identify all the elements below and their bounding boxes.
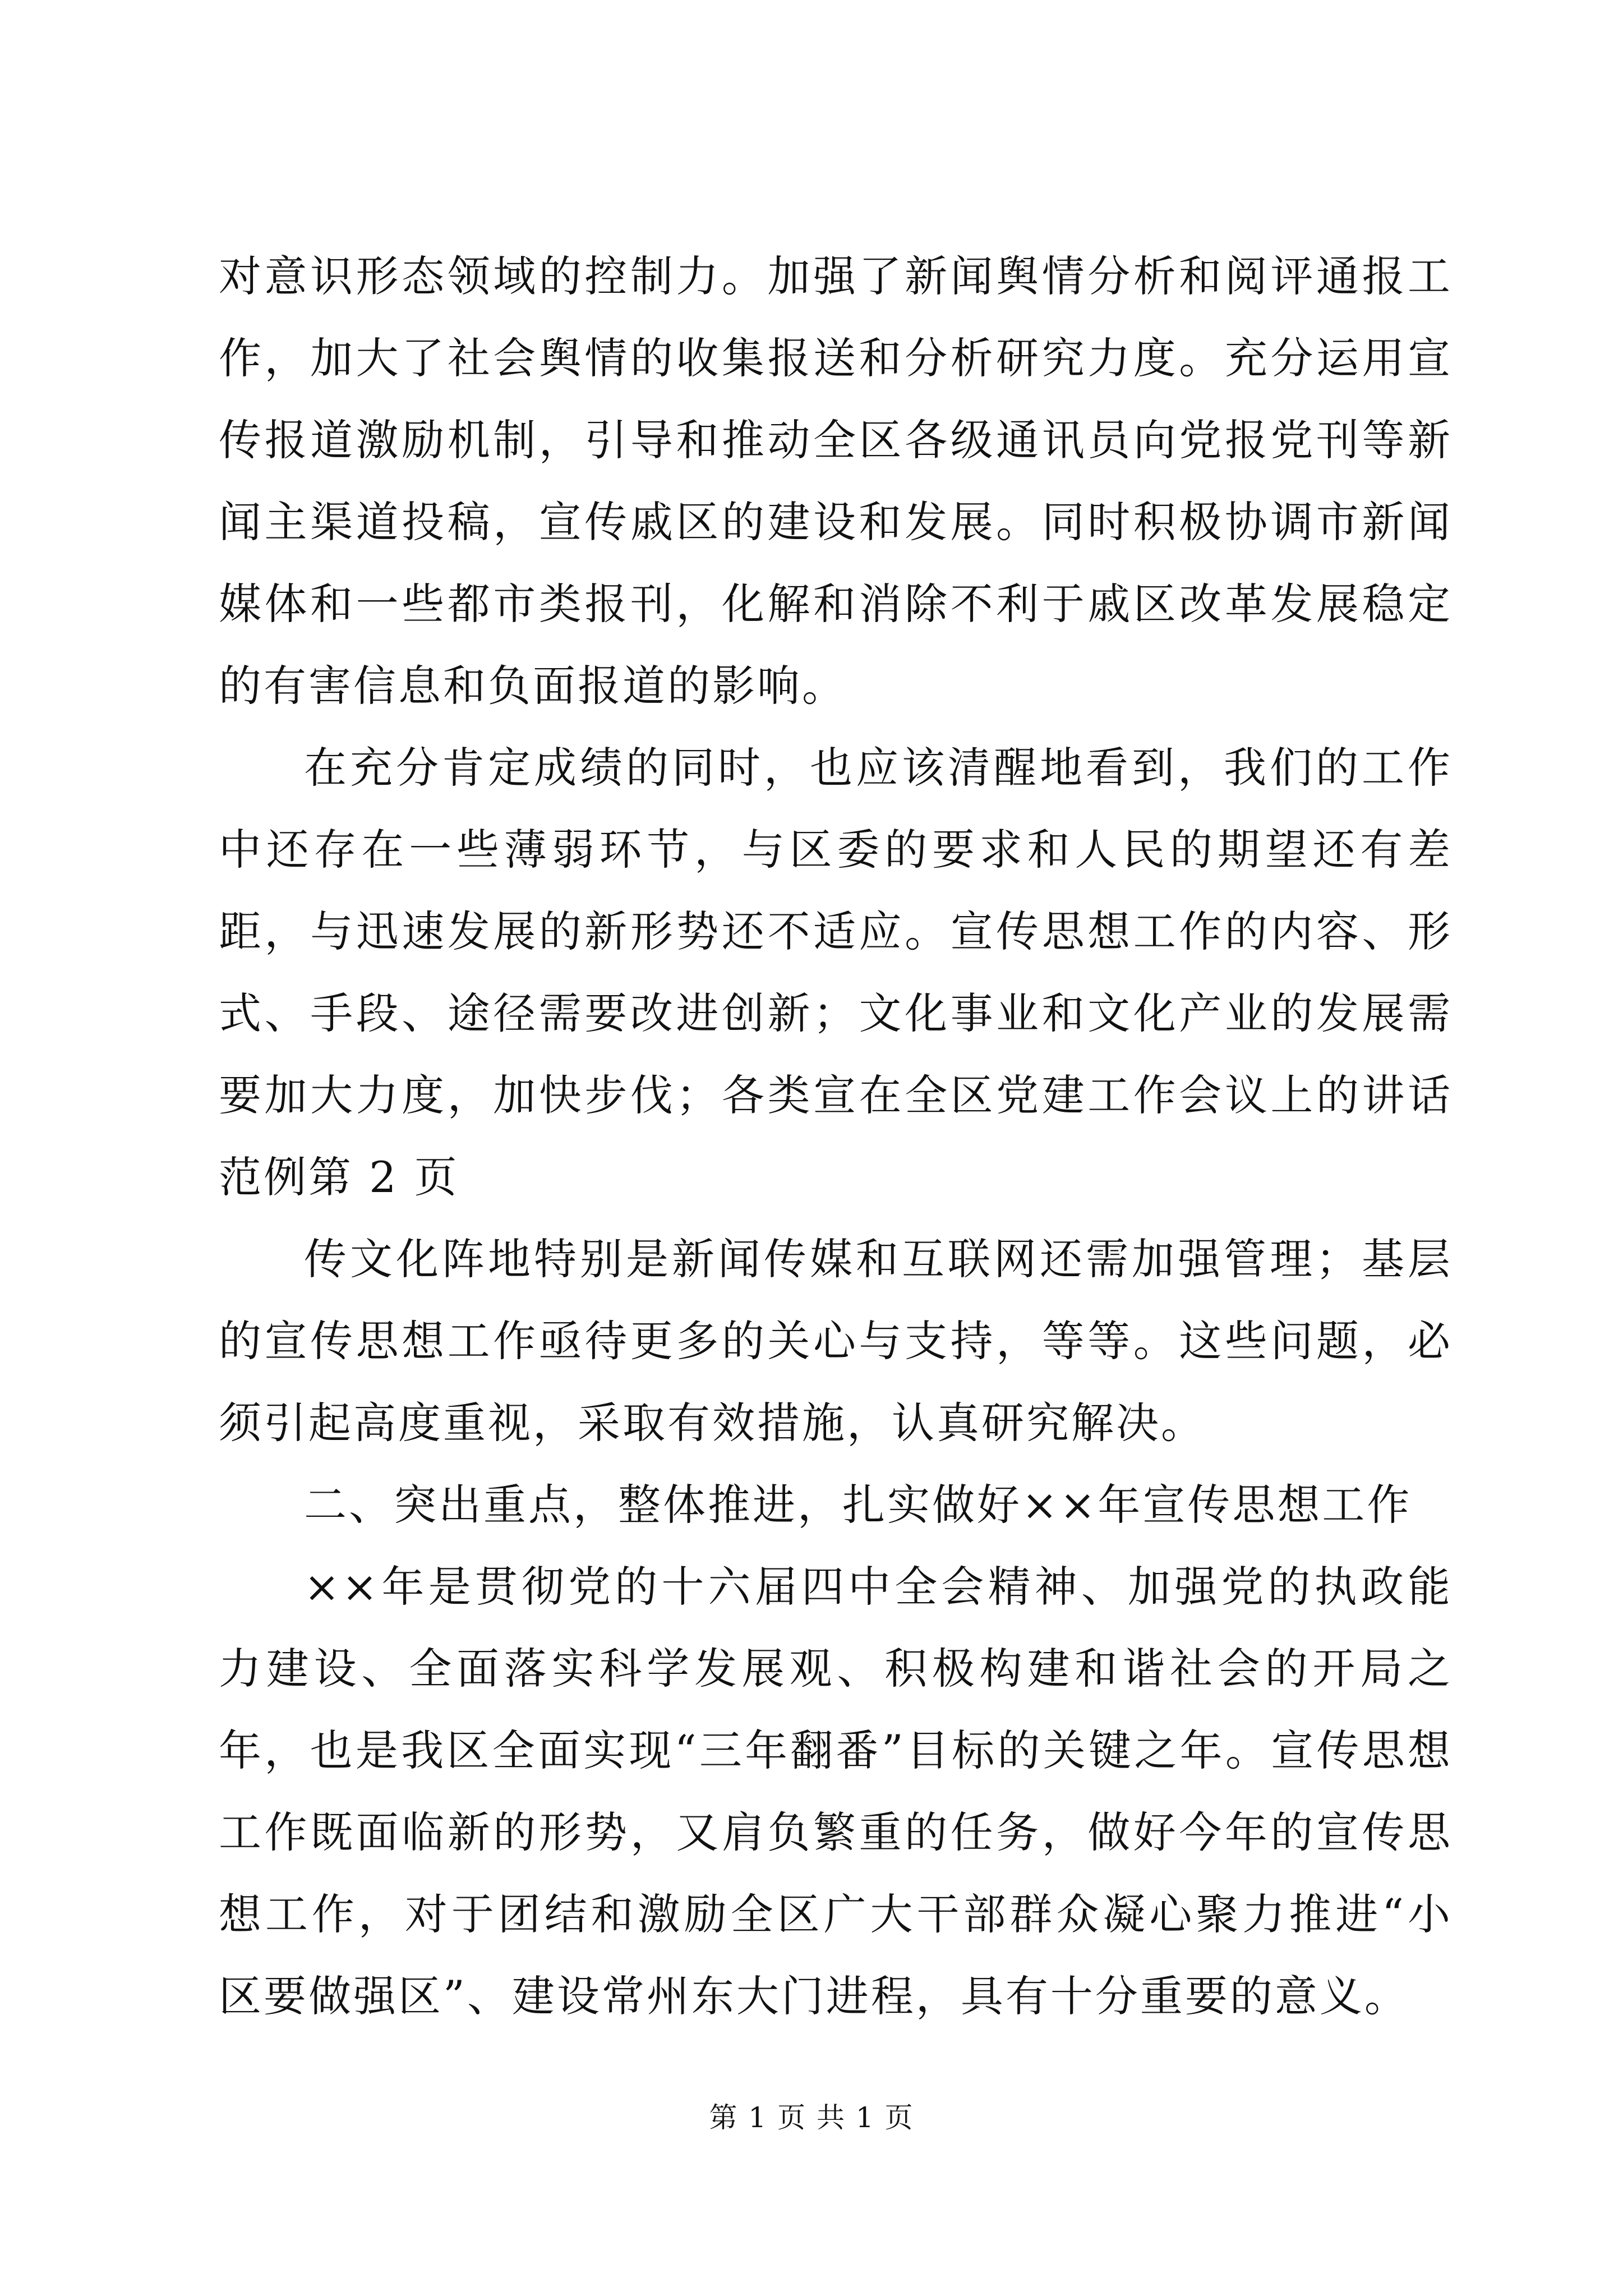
paragraph-weaknesses: 在充分肯定成绩的同时，也应该清醒地看到，我们的工作中还存在一些薄弱环节，与区委的要求和人民的期望还有差距，与迅速发展的新形势还不适应。宣传思想工作的内容、形式、手段、途径需要改进创新；文化事业和文化产业的发展需要加大力度，加快步伐；各类宣在全区党建工作会议上的讲话范例第 2 页 bbox=[219, 743, 1453, 1202]
paragraph-year-significance: ××年是贯彻党的十六届四中全会精神、加强党的执政能力建设、全面落实科学发展观、积极构建和谐社会的开局之年，也是我区全面实现“三年翻番”目标的关键之年。宣传思想工作既面临新的形势，又肩负繁重的任务，做好今年的宣传思想工作，对于团结和激励全区广大干部群众凝心聚力推进“小区要做强区”、建设常州东大门进程，具有十分重要的意义。 bbox=[219, 1562, 1453, 2021]
paragraph-problems: 传文化阵地特别是新闻传媒和互联网还需加强管理；基层的宣传思想工作亟待更多的关心与支持，等等。这些问题，必须引起高度重视，采取有效措施，认真研究解决。 bbox=[219, 1234, 1453, 1448]
section-heading-two: 二、突出重点，整体推进，扎实做好××年宣传思想工作 bbox=[304, 1480, 1412, 1530]
paragraph-ideology-control: 对意识形态领域的控制力。加强了新闻舆情分析和阅评通报工作，加大了社会舆情的收集报送和分析研究力度。充分运用宣传报道激励机制，引导和推动全区各级通讯员向党报党刊等新闻主渠道投稿，宣传戚区的建设和发展。同时积极协调市新闻媒体和一些都市类报刊，化解和消除不利于戚区改革发展稳定的有害信息和负面报道的影响。 bbox=[219, 251, 1453, 711]
document-body bbox=[219, 236, 1453, 2037]
page-footer: 第 1 页 共 1 页 bbox=[709, 2101, 914, 2134]
